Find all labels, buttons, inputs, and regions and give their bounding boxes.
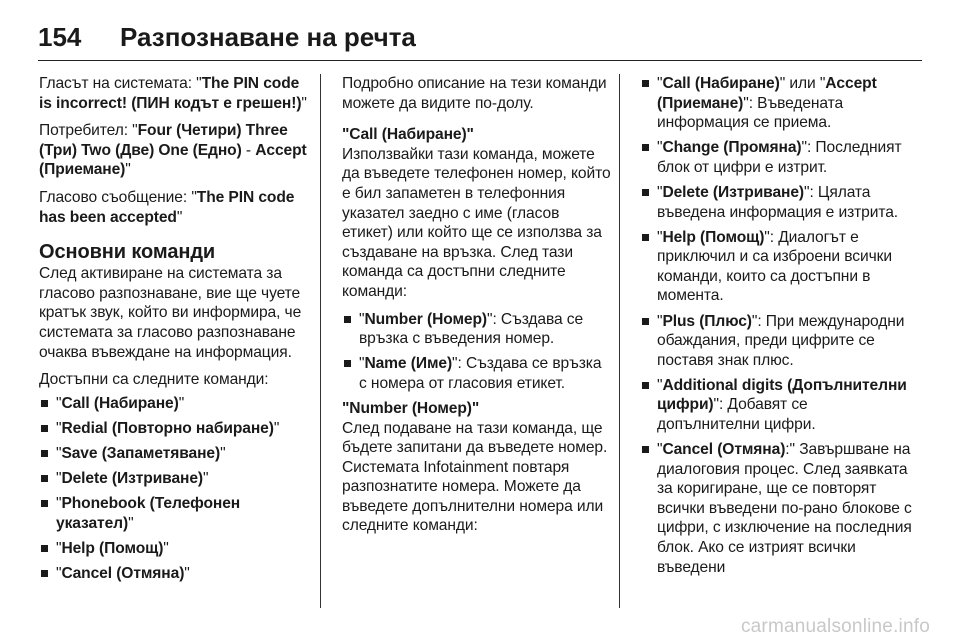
column-3 (640, 74, 912, 583)
list-item: "Call (Набиране)" или "Accept (Приемане)": Въведената информация се приема. (640, 74, 912, 133)
item-text: : Добавят се допълнителни цифри. (657, 396, 816, 433)
command-label: Redial (Повторно набиране) (61, 419, 274, 437)
available-commands-text: Достъпни са следните команди: (39, 371, 269, 389)
number-paragraph: След подаване на тази команда, ще бъдете запитани да въведете номер. Системата Infotainment повтаря разпознатите номера. Можете да въведете допълнителни номера или следните команди: (342, 419, 608, 535)
list-item: "Help (Помощ)": Диалогът е приключил и са изброени всички команди, които са достъпни в момента. (640, 228, 912, 306)
intro-paragraph: Подробно описание на тези команди можете да видите по-долу. (342, 75, 607, 112)
page-number: 154 (38, 21, 82, 52)
command-label: Call (Набиране) (61, 394, 179, 412)
list-item: "Phonebook (Телефонен указател)" (39, 494, 307, 533)
item-label: Cancel (Отмяна) (662, 441, 786, 459)
item-text: : При международни обаждания, преди цифрите се поставя знак плюс. (657, 312, 905, 369)
system-prompt-paragraph (39, 74, 307, 113)
p1-suffix: " (301, 94, 307, 112)
list-item: "Number (Номер)": Създава се връзка с въведения номер. (342, 310, 612, 349)
p2-bold2: Accept (Приемане) (39, 141, 307, 179)
voice-message-paragraph (39, 188, 307, 227)
column-divider-1 (320, 74, 321, 608)
list-item: "Call (Набиране)" (39, 394, 307, 414)
column-2 (342, 74, 612, 544)
command-label: Cancel (Отмяна) (61, 564, 185, 582)
list-item: "Help (Помощ)" (39, 539, 307, 559)
list-item: "Delete (Изтриване)": Цялата въведена информация е изтрита. (640, 183, 912, 222)
list-item: "Redial (Повторно набиране)" (39, 419, 307, 439)
item-label: Plus (Плюс) (662, 312, 752, 330)
p2-prefix: Потребител: " (39, 122, 138, 140)
list-item: "Additional digits (Допълнителни цифри)": Добавят се допълнителни цифри. (640, 376, 912, 435)
list-item: "Name (Име)": Създава се връзка с номера от гласовия етикет. (342, 354, 612, 393)
item-label: Number (Номер) (364, 310, 487, 328)
item-text: : Създава се връзка с номера от гласовия етикет. (359, 355, 602, 392)
item-label-2: Accept (Приемане) (657, 75, 877, 112)
item-label: Name (Име) (364, 355, 453, 373)
item-text: : Създава се връзка с въведения номер. (359, 310, 584, 348)
page-header (38, 14, 922, 61)
list-item: "Delete (Изтриване)" (39, 469, 307, 489)
item-label: Help (Помощ) (662, 228, 765, 246)
intro-paragraph: След активиране на системата за гласово разпознаване, вие ще чуете кратък звук, който ви информира, че системата за гласово разпознаване очаква въвеждане на информация. (39, 265, 302, 361)
p3-prefix: Гласово съобщение: " (39, 188, 197, 206)
p2-bold1: Four (Четири) Three (Три) Two (Две) One (Едно) (39, 122, 288, 159)
item-label: Change (Промяна) (662, 139, 802, 157)
column-divider-2 (619, 74, 620, 608)
number-options-list (640, 74, 912, 577)
command-label: Save (Запаметяване) (61, 444, 221, 462)
p2-mid: - (241, 141, 256, 159)
item-label: Additional digits (Допълнителни цифри) (657, 376, 907, 414)
command-label: Help (Помощ) (61, 539, 164, 557)
list-item: "Plus (Плюс)": При международни обаждания, преди цифрите се поставя знак плюс. (640, 312, 912, 371)
page-title: Разпознаване на речта (120, 21, 416, 52)
item-text: : Цялата въведена информация е изтрита. (657, 183, 899, 221)
command-label: Delete (Изтриване) (61, 470, 204, 487)
command-label: Phonebook (Телефонен указател) (56, 495, 241, 532)
call-heading: "Call (Набиране)" (342, 126, 474, 144)
column-1 (39, 74, 307, 589)
number-heading: "Number (Номер)" (342, 399, 480, 417)
p3-bold: The PIN code has been accepted (39, 188, 295, 226)
p2-suffix: " (125, 161, 131, 179)
p3-suffix: " (176, 208, 183, 226)
list-item: "Cancel (Отмяна):" Завършване на диалоговия процес. След заявката за коригиране, ще се повторят всички въведени по-рано блокове с цифри, с изключение на последния блок. Ако се изтрият всички въведени (640, 440, 912, 577)
section-heading: Основни команди (39, 241, 216, 264)
item-label: Call (Набиране) (662, 75, 780, 92)
item-label: Delete (Изтриване) (662, 183, 805, 201)
watermark: carmanualsonline.info (740, 616, 930, 637)
item-mid: " или " (779, 75, 826, 92)
list-item: "Change (Промяна)": Последният блок от цифри е изтрит. (640, 138, 912, 177)
list-item: "Save (Запаметяване)" (39, 444, 307, 464)
call-options-list (342, 310, 612, 394)
list-item: "Cancel (Отмяна)" (39, 564, 307, 584)
item-text: : Диалогът е приключил и са изброени всички команди, които са достъпни в момента. (657, 228, 892, 305)
item-text: : Последният блок от цифри е изтрит. (657, 139, 902, 176)
p1-bold: The PIN code is incorrect! (ПИН кодът е грешен!) (39, 75, 302, 112)
user-input-paragraph (39, 121, 307, 180)
p1-prefix: Гласът на системата: " (39, 75, 202, 92)
item-text: :" Завършване на диалоговия процес. След заявката за коригиране, ще се повторят всички въведени по-рано блокове с цифри, с изключение на последния блок. Ако се изтрият всички въведени (657, 441, 912, 576)
call-paragraph: Използвайки тази команда, можете да въведете телефонен номер, който е бил запаметен в телефонния указател заедно с име (гласов етикет) или който ще се използва за създаване на връзка. След тази команда са достъпни следните команди: (342, 145, 611, 300)
item-text: : Въведената информация се приема. (657, 94, 844, 132)
command-list (39, 394, 307, 584)
